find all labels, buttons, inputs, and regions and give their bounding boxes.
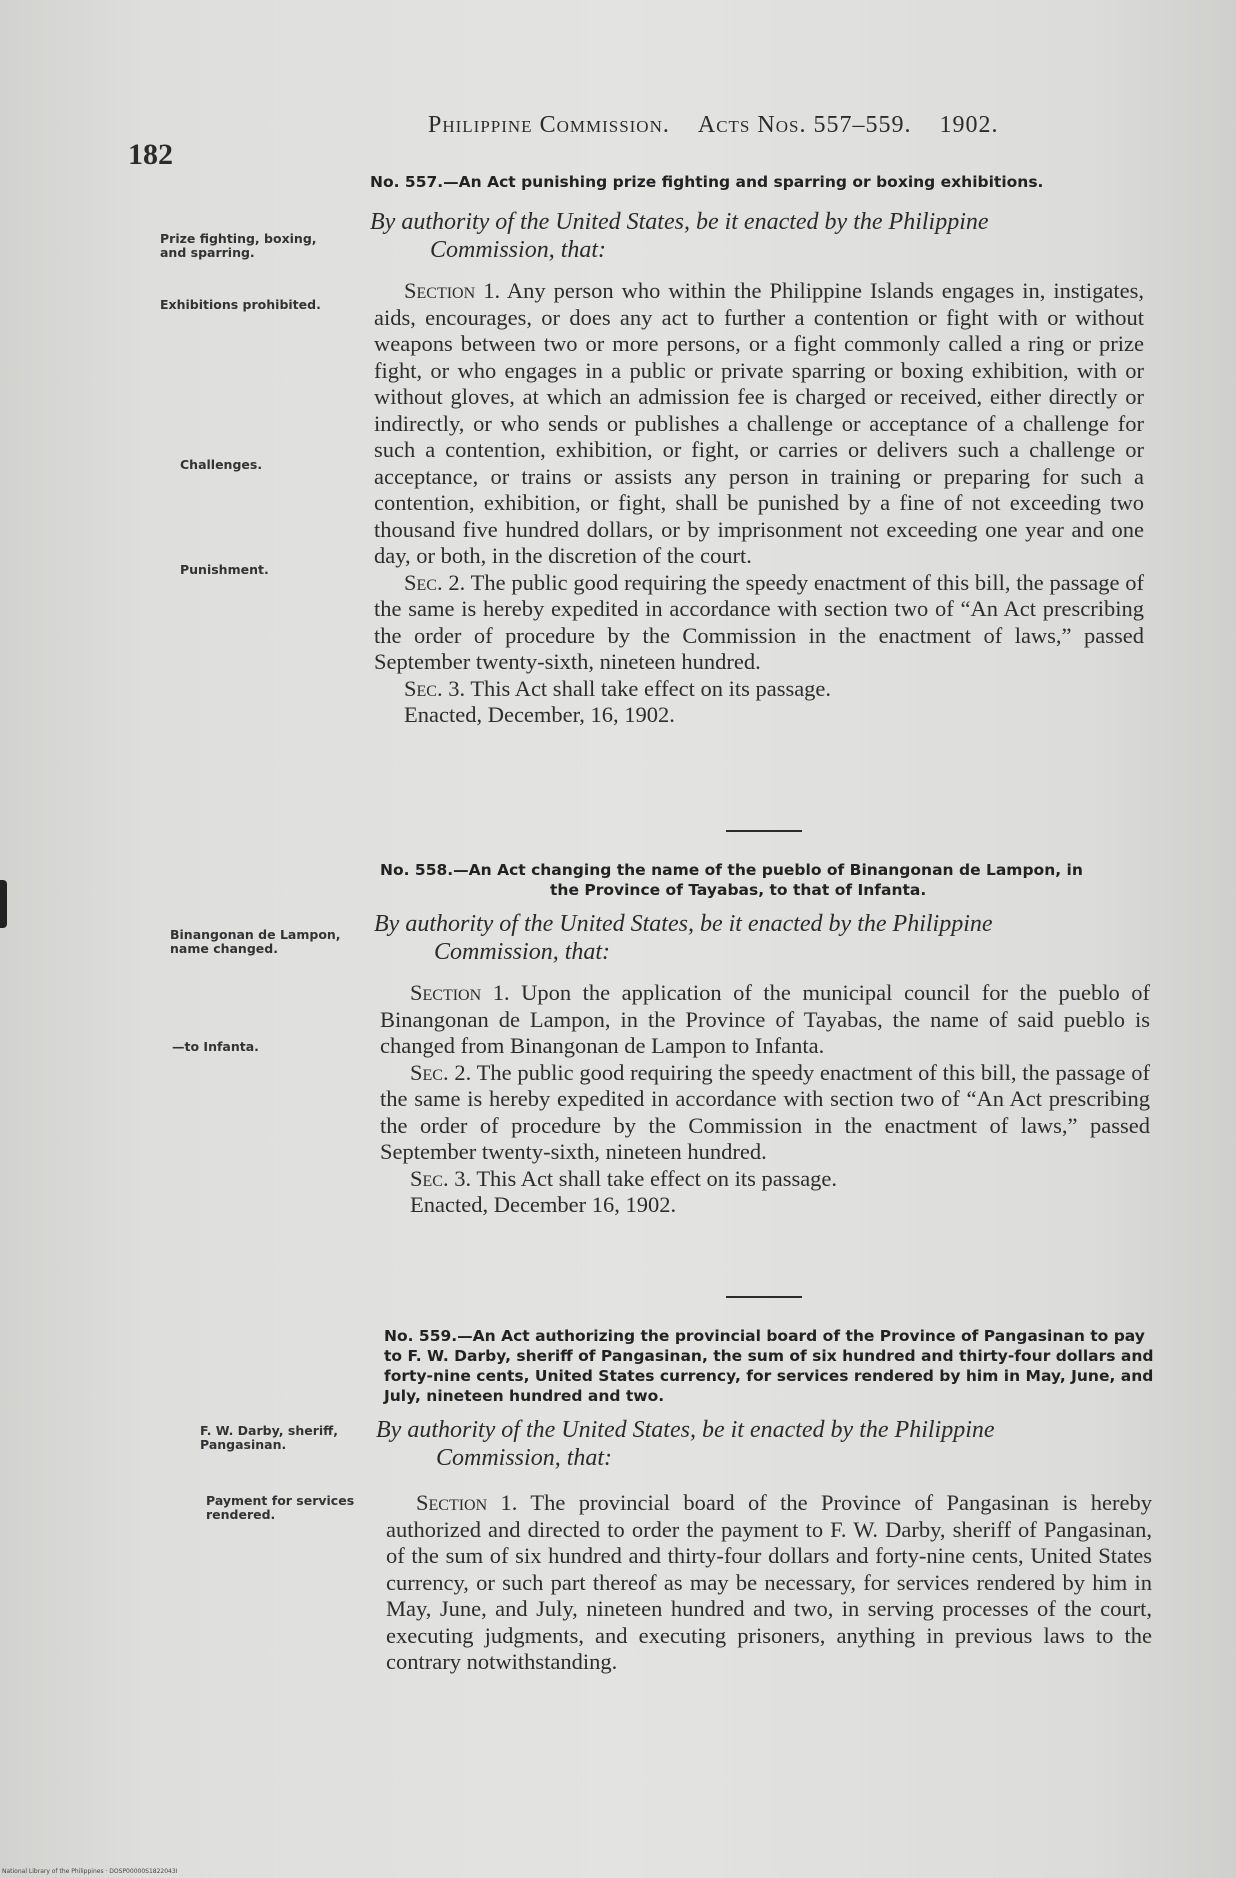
section-paragraph <box>374 278 1144 570</box>
act-559-body <box>386 1490 1152 1676</box>
running-year: 1902. <box>939 112 999 138</box>
margin-note: Challenges. <box>180 457 263 472</box>
section-paragraph <box>374 570 1144 676</box>
section-text: Upon the application of the municipal council for the pueblo of Binangonan de Lampon, in the Province of Tayabas, the name of said pueblo is changed from Binangonan de Lampon to Infanta. <box>380 980 1150 1058</box>
enacting-line-1: By authority of the United States, be it enacted by the Philippine <box>376 1417 995 1443</box>
running-head <box>428 112 998 139</box>
act-559-enacting-clause <box>376 1416 1176 1472</box>
section-label: Section 1. <box>410 980 510 1005</box>
scan-credit: National Library of the Philippines · DOSP00000S1822043I <box>2 1868 178 1875</box>
enacting-line-2: Commission, that: <box>434 939 611 965</box>
enacting-line-2: Commission, that: <box>436 1445 613 1471</box>
margin-note: Prize fighting, boxing, and sparring. <box>160 231 317 260</box>
heading-line-1: No. 558.—An Act changing the name of the pueblo of Binangonan de Lampon, in <box>380 861 1083 879</box>
page-number: 182 <box>128 138 173 171</box>
section-paragraph <box>374 676 1144 703</box>
section-text: Any person who within the Philippine Islands engages in, instigates, aids, encourages, or does any act to further a contention or fight with or without weapons between two or more persons, or a fight commonly called a ring or prize fight, or who engages in a public or private sparring or boxing exhibition, with or without gloves, at which an admission fee is charged or received, either directly or indirectly, or who sends or publishes a challenge or acceptance of a challenge for such a contention, exhibition, or fight, or carries or delivers such a challenge or acceptance, or trains or assists any person in training or preparing for such a contention, exhibition, or fight, shall be punished by a fine of not exceeding two thousand five hundred dollars, or by imprisonment not exceeding one year and one day, or both, in the discretion of the court. <box>374 278 1145 568</box>
act-558-enacting-clause <box>374 910 1174 966</box>
section-text: This Act shall take effect on its passage. <box>470 675 832 701</box>
margin-note: Payment for services rendered. <box>206 1493 355 1522</box>
margin-note: Binangonan de Lampon, name changed. <box>170 927 341 956</box>
margin-note: Exhibitions prohibited. <box>160 297 321 312</box>
section-label: Sec. 3. <box>404 675 466 701</box>
enacted-date: Enacted, December 16, 1902. <box>410 1192 677 1217</box>
section-paragraph <box>380 1060 1150 1166</box>
enacting-line-1: By authority of the United States, be it enacted by the Philippine <box>370 209 989 235</box>
enacted-date: Enacted, December, 16, 1902. <box>404 702 675 727</box>
section-label: Sec. 2. <box>410 1059 472 1085</box>
act-559-heading: No. 559.—An Act authorizing the provincial board of the Province of Pangasinan to pay to F. W. Darby, sheriff of Pangasinan, the sum of six hundred and thirty-four dollars and forty-nine cents, United States currency, for services rendered by him in May, June, and July, nineteen hundred and two. <box>384 1327 1154 1405</box>
running-acts: Acts Nos. 557–559. <box>697 112 912 138</box>
section-label: Section 1. <box>416 1490 518 1515</box>
act-557-enacting-clause <box>370 208 1170 264</box>
section-label: Sec. 3. <box>410 1165 472 1191</box>
section-label: Section 1. <box>404 278 501 303</box>
section-divider <box>726 830 802 832</box>
section-paragraph <box>386 1490 1152 1676</box>
section-text: This Act shall take effect on its passage. <box>476 1165 838 1191</box>
section-label: Sec. 2. <box>404 569 466 595</box>
act-557-heading: No. 557.—An Act punishing prize fighting and sparring or boxing exhibitions. <box>370 173 1044 191</box>
section-paragraph <box>380 1166 1150 1193</box>
act-558-body <box>380 980 1150 1219</box>
section-divider <box>726 1296 802 1298</box>
enacting-line-1: By authority of the United States, be it enacted by the Philippine <box>374 911 993 937</box>
binding-shadow <box>0 880 7 928</box>
running-title: Philippine Commission. <box>428 112 670 138</box>
margin-note: Punishment. <box>180 562 269 577</box>
heading-line-2: the Province of Tayabas, to that of Infanta. <box>550 881 927 899</box>
act-557-body <box>374 278 1144 729</box>
margin-note: —to Infanta. <box>172 1039 259 1054</box>
section-text: The public good requiring the speedy enactment of this bill, the passage of the same is hereby expedited in accordance with section two of “An Act prescribing the order of procedure by the Commission in the enactment of laws,” passed September twenty-sixth, nineteen hundred. <box>380 1059 1151 1164</box>
margin-note: F. W. Darby, sheriff, Pangasinan. <box>200 1423 339 1452</box>
section-text: The provincial board of the Province of Pangasinan is hereby authorized and directed to order the payment to F. W. Darby, sheriff of Pangasinan, of the sum of six hundred and thirty-four dollars and forty-nine cents, United States currency, or such part thereof as may be necessary, for services rendered by him in May, June, and July, nineteen hundred and two, in serving processes of the court, executing judgments, and executing prisoners, anything in previous laws to the contrary notwithstanding. <box>386 1490 1152 1674</box>
section-text: The public good requiring the speedy enactment of this bill, the passage of the same is hereby expedited in accordance with section two of “An Act prescribing the order of procedure by the Commission in the enactment of laws,” passed September twenty-sixth, nineteen hundred. <box>374 569 1145 674</box>
enacting-line-2: Commission, that: <box>430 237 607 263</box>
act-558-heading <box>380 860 1150 900</box>
section-paragraph <box>380 980 1150 1060</box>
